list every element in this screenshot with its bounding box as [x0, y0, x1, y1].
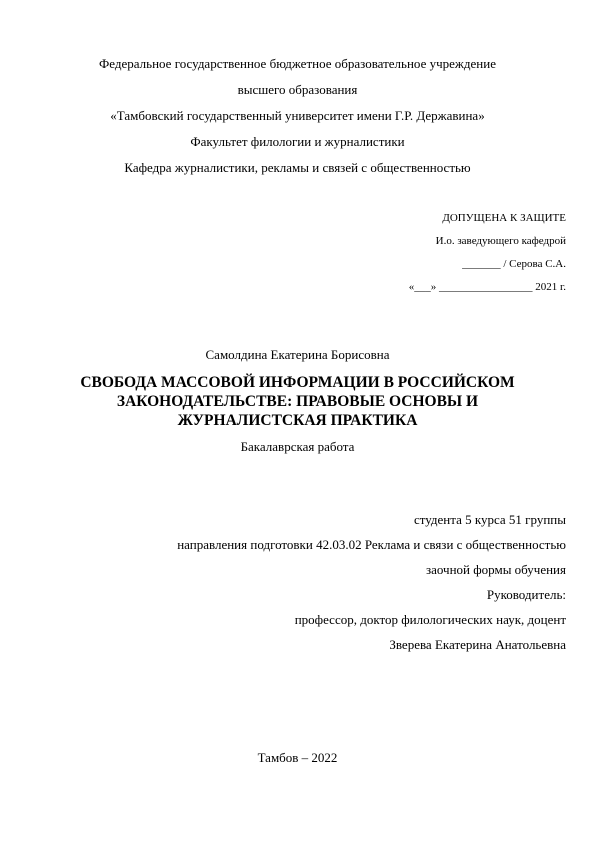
admitted-label: ДОПУЩЕНА К ЗАЩИТЕ	[442, 212, 566, 224]
thesis-title-line-1: СВОБОДА МАССОВОЙ ИНФОРМАЦИИ В РОССИЙСКОМ	[80, 374, 515, 391]
university-name: «Тамбовский государственный университет имени Г.Р. Державина»	[110, 108, 485, 123]
faculty-name: Факультет филологии и журналистики	[190, 134, 405, 149]
work-type: Бакалаврская работа	[240, 439, 355, 454]
institution-line-2: высшего образования	[237, 82, 358, 97]
study-direction: направления подготовки 42.03.02 Реклама и связи с общественностью	[177, 537, 566, 552]
department-name: Кафедра журналистики, рекламы и связей с общественностью	[124, 160, 471, 175]
supervisor-name: Зверева Екатерина Анатольевна	[389, 637, 566, 652]
thesis-title-line-2: ЗАКОНОДАТЕЛЬСТВЕ: ПРАВОВЫЕ ОСНОВЫ И	[116, 393, 479, 410]
student-course: студента 5 курса 51 группы	[413, 512, 566, 527]
thesis-title-line-3: ЖУРНАЛИСТСКАЯ ПРАКТИКА	[177, 412, 418, 429]
study-form: заочной формы обучения	[425, 562, 566, 577]
city-year: Тамбов – 2022	[257, 750, 338, 765]
head-position: И.о. заведующего кафедрой	[435, 235, 566, 247]
institution-line-1: Федеральное государственное бюджетное образовательное учреждение	[99, 56, 496, 71]
approval-date: «___» _________________ 2021 г.	[408, 281, 566, 293]
author-name: Самолдина Екатерина Борисовна	[205, 347, 390, 362]
supervisor-title: профессор, доктор филологических наук, доцент	[294, 612, 566, 627]
signature-line: _______ / Серова С.А.	[462, 258, 566, 270]
supervisor-label: Руководитель:	[486, 587, 566, 602]
